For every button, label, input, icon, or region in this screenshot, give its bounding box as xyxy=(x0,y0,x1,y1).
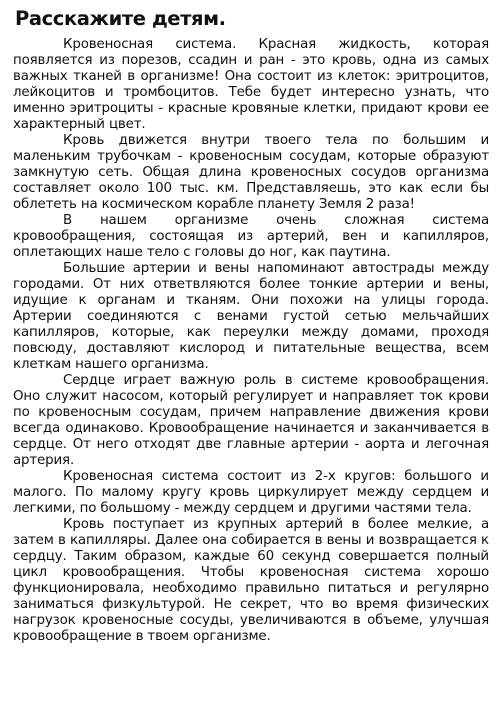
paragraph-blood-vessels: Кровь движется внутри твоего тела по большим и маленьким трубочкам - кровеносным сосудам, которые образуют замкнутую сеть. Общая длина кровеносных сосудов организма составляет около 100 тыс. км. Представляешь, это как если бы облететь на космическом корабле планету Земля 2 раза! xyxy=(13,133,489,212)
paragraph-heart: Сердце играет важную роль в системе кровообращения. Оно служит насосом, который регулирует и направляет ток крови по кровеносным сосудам, причем направление движения крови всегда одинаково. Кровообращение начинается и заканчивается в сердце. От него отходят две главные артерии - аорта и легочная артерия. xyxy=(13,373,489,468)
document-page xyxy=(13,2,489,645)
paragraph-arteries-veins: Большие артерии и вены напоминают автострады между городами. От них ответвляются более тонкие артерии и вены, идущие к органам и тканям. Они похожи на улицы города. Артерии соединяются с венами густой сетью мельчайших капилляров, которые, как переулки между домами, проходя повсюду, доставляют кислород и питательные вещества, всем клеткам нашего организма. xyxy=(13,261,489,372)
document-title: Расскажите детям. xyxy=(15,7,226,30)
paragraph-circulation-circles: Кровеносная система состоит из 2-х кругов: большого и малого. По малому кругу кровь циркулирует между сердцем и легкими, по большому - между сердцем и другими частями тела. xyxy=(13,469,489,516)
paragraph-circulation-cycle: Кровь поступает из крупных артерий в более мелкие, а затем в капилляры. Далее она собирается в вены и возвращается к сердцу. Таким образом, каждые 60 секунд совершается полный цикл кровообращения. Чтобы кровеносная система хорошо функционировала, необходимо правильно питаться и регулярно заниматься физкультурой. Не секрет, что во время физических нагрузок кровеносные сосуды, увеличиваются в объеме, улучшая кровообращение в твоем организме. xyxy=(13,517,489,644)
paragraph-circulatory-system: В нашем организме очень сложная система кровообращения, состоящая из артерий, вен и капилляров, оплетающих наше тело с головы до ног, как паутина. xyxy=(13,213,489,260)
paragraph-blood-intro: Кровеносная система. Красная жидкость, которая появляется из порезов, ссадин и ран - это кровь, одна из самых важных тканей в организме! Она состоит из клеток: эритроцитов, лейкоцитов и тромбоцитов. Тебе будет интересно узнать, что именно эритроциты - красные кровяные клетки, придают крови ее характерный цвет. xyxy=(13,37,489,132)
